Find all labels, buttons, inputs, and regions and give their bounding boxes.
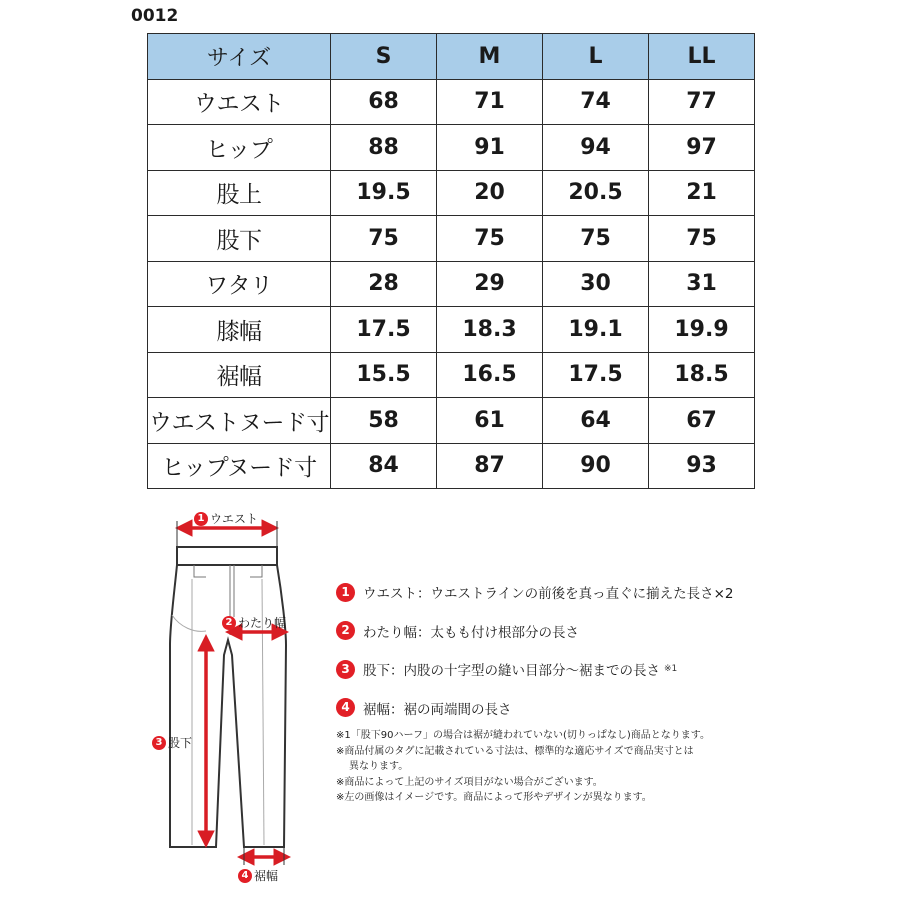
table-cell: 16.5 <box>437 352 543 398</box>
table-row <box>148 79 755 125</box>
row-label: ヒップヌード寸 <box>148 443 331 489</box>
table-cell: 19.1 <box>543 307 649 353</box>
table-cell: 75 <box>649 216 755 262</box>
table-cell: 17.5 <box>331 307 437 353</box>
pants-measurement-diagram <box>150 505 310 895</box>
table-cell: 15.5 <box>331 352 437 398</box>
table-row <box>148 398 755 444</box>
table-cell: 75 <box>331 216 437 262</box>
legend-title: 股下 <box>363 663 390 679</box>
footnote: ※商品付属のタグに記載されている寸法は、標準的な適応サイズで商品実寸とは <box>336 745 694 757</box>
table-cell: 94 <box>543 125 649 171</box>
table-cell: 75 <box>543 216 649 262</box>
legend-item <box>336 621 776 641</box>
table-row <box>148 352 755 398</box>
table-row <box>148 307 755 353</box>
table-cell: 61 <box>437 398 543 444</box>
legend-desc: ：ウエストラインの前後を真っ直ぐに揃えた長さ×2 <box>417 586 734 602</box>
number-badge: 4 <box>336 698 355 717</box>
legend-desc: ：裾の両端間の長さ <box>390 701 512 718</box>
table-cell: 97 <box>649 125 755 171</box>
header-size-m: M <box>437 34 543 80</box>
table-cell: 29 <box>437 261 543 307</box>
table-row <box>148 170 755 216</box>
row-label: ヒップ <box>148 125 331 171</box>
table-cell: 19.9 <box>649 307 755 353</box>
table-row <box>148 261 755 307</box>
diagram-label-text: 裾幅 <box>254 869 279 883</box>
diagram-label-inseam <box>152 734 192 751</box>
table-cell: 90 <box>543 443 649 489</box>
row-label: ウエスト <box>148 79 331 125</box>
legend-item <box>336 698 776 718</box>
diagram-label-text: 股下 <box>168 736 193 750</box>
table-cell: 31 <box>649 261 755 307</box>
number-badge: 4 <box>238 869 252 883</box>
legend-desc: ：内股の十字型の縫い目部分～裾までの長さ <box>390 663 660 679</box>
legend-desc: ：太もも付け根部分の長さ <box>417 624 579 641</box>
header-size-ll: LL <box>649 34 755 80</box>
legend-title: ウエスト <box>363 586 417 602</box>
size-table <box>147 33 755 489</box>
diagram-label-text: ウエスト <box>210 512 259 526</box>
footnotes <box>336 728 776 806</box>
diagram-label-thigh <box>222 614 286 631</box>
number-badge: 3 <box>152 736 166 750</box>
table-cell: 93 <box>649 443 755 489</box>
number-badge: 1 <box>336 583 355 602</box>
legend-item <box>336 659 776 679</box>
table-cell: 87 <box>437 443 543 489</box>
legend-title: わたり幅 <box>363 624 417 641</box>
table-cell: 18.3 <box>437 307 543 353</box>
table-cell: 67 <box>649 398 755 444</box>
footnote: ※左の画像はイメージです。商品によって形やデザインが異なります。 <box>336 792 652 803</box>
table-row <box>148 443 755 489</box>
row-label: 股上 <box>148 170 331 216</box>
number-badge: 1 <box>194 512 208 526</box>
table-cell: 77 <box>649 79 755 125</box>
row-label: 股下 <box>148 216 331 262</box>
number-badge: 2 <box>222 616 236 630</box>
table-cell: 88 <box>331 125 437 171</box>
footnote: ※1「股下90ハーフ」の場合は裾が縫われていない(切りっぱなし)商品となります。 <box>336 730 710 741</box>
product-code: 0012 <box>131 6 179 26</box>
row-label: ウエストヌード寸 <box>148 398 331 444</box>
table-cell: 19.5 <box>331 170 437 216</box>
table-cell: 20 <box>437 170 543 216</box>
row-label: 膝幅 <box>148 307 331 353</box>
pants-illustration <box>150 505 310 895</box>
table-cell: 18.5 <box>649 352 755 398</box>
table-cell: 64 <box>543 398 649 444</box>
table-row <box>148 125 755 171</box>
table-cell: 71 <box>437 79 543 125</box>
table-cell: 17.5 <box>543 352 649 398</box>
table-cell: 58 <box>331 398 437 444</box>
table-cell: 91 <box>437 125 543 171</box>
number-badge: 3 <box>336 660 355 679</box>
table-cell: 28 <box>331 261 437 307</box>
footnote: 異なります。 <box>349 761 409 772</box>
table-cell: 75 <box>437 216 543 262</box>
table-cell: 30 <box>543 261 649 307</box>
diagram-label-hem <box>238 867 278 884</box>
measurement-legend <box>336 582 776 736</box>
legend-item <box>336 582 776 602</box>
size-table-header <box>148 34 755 80</box>
header-size-s: S <box>331 34 437 80</box>
diagram-label-waist <box>194 510 258 527</box>
table-cell: 68 <box>331 79 437 125</box>
row-label: ワタリ <box>148 261 331 307</box>
legend-footnote-mark: ※1 <box>664 664 678 674</box>
header-size-label: サイズ <box>148 34 331 80</box>
table-cell: 74 <box>543 79 649 125</box>
table-cell: 20.5 <box>543 170 649 216</box>
diagram-label-text: わたり幅 <box>238 616 287 630</box>
table-cell: 84 <box>331 443 437 489</box>
pants-outline <box>170 547 286 847</box>
table-cell: 21 <box>649 170 755 216</box>
footnote: ※商品によって上記のサイズ項目がない場合がございます。 <box>336 776 603 788</box>
table-row <box>148 216 755 262</box>
row-label: 裾幅 <box>148 352 331 398</box>
legend-title: 裾幅 <box>363 701 390 718</box>
header-size-l: L <box>543 34 649 80</box>
number-badge: 2 <box>336 621 355 640</box>
